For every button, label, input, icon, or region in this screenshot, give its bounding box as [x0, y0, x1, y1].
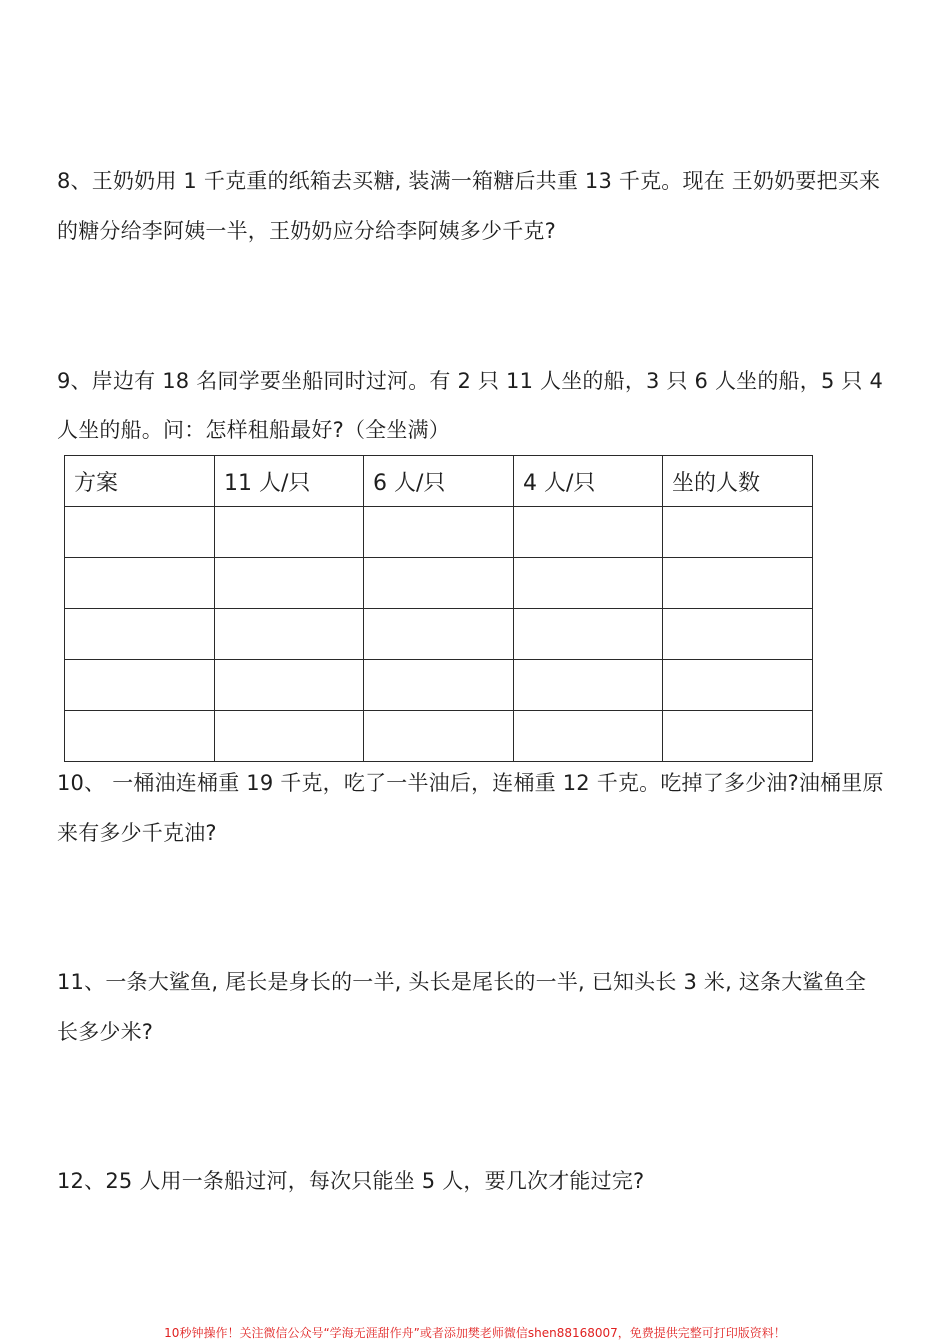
- question-10-line-2: 来有多少千克油?: [57, 821, 217, 845]
- table-header-11-per-boat: 11 人/只: [215, 456, 364, 507]
- question-11-line-2: 长多少米?: [57, 1020, 154, 1044]
- table-cell[interactable]: [364, 660, 514, 711]
- table-cell[interactable]: [663, 660, 813, 711]
- table-cell[interactable]: [663, 609, 813, 660]
- table-cell[interactable]: [514, 609, 663, 660]
- table-cell[interactable]: [65, 660, 215, 711]
- table-cell[interactable]: [514, 660, 663, 711]
- table-cell[interactable]: [663, 558, 813, 609]
- table-row: [65, 660, 813, 711]
- question-9-line-1: 9、岸边有 18 名同学要坐船同时过河。有 2 只 11 人坐的船，3 只 6 人坐的船，5 只 4: [57, 369, 884, 393]
- table-row: [65, 558, 813, 609]
- table-cell[interactable]: [663, 711, 813, 762]
- table-header-4-per-boat: 4 人/只: [514, 456, 663, 507]
- question-8-line-1: 8、王奶奶用 1 千克重的纸箱去买糖, 装满一箱糖后共重 13 千克。现在 王奶奶要把买来: [57, 169, 881, 193]
- table-cell[interactable]: [364, 507, 514, 558]
- table-header-6-per-boat: 6 人/只: [364, 456, 514, 507]
- table-header-plan: 方案: [65, 456, 215, 507]
- table-header-total-people: 坐的人数: [663, 456, 813, 507]
- table-cell[interactable]: [663, 507, 813, 558]
- table-cell[interactable]: [514, 711, 663, 762]
- table-cell[interactable]: [215, 660, 364, 711]
- table-cell[interactable]: [65, 711, 215, 762]
- table-cell[interactable]: [364, 558, 514, 609]
- table-row: [65, 507, 813, 558]
- question-8-line-2: 的糖分给李阿姨一半，王奶奶应分给李阿姨多少千克?: [57, 219, 556, 243]
- table-cell[interactable]: [65, 507, 215, 558]
- boat-plan-table: [64, 455, 813, 762]
- table-header-row: [65, 456, 813, 507]
- table-cell[interactable]: [364, 609, 514, 660]
- table-row: [65, 609, 813, 660]
- question-9-line-2: 人坐的船。问：怎样租船最好?（全坐满）: [57, 418, 450, 442]
- table-cell[interactable]: [65, 558, 215, 609]
- table-cell[interactable]: [215, 558, 364, 609]
- table-cell[interactable]: [514, 558, 663, 609]
- table-cell[interactable]: [514, 507, 663, 558]
- table-cell[interactable]: [215, 507, 364, 558]
- promo-footer: 10秒钟操作！关注微信公众号“学海无涯甜作舟”或者添加樊老师微信shen88168007，免费提供完整可打印版资料！: [164, 1326, 786, 1340]
- table-cell[interactable]: [364, 711, 514, 762]
- question-10-line-1: 10、 一桶油连桶重 19 千克，吃了一半油后，连桶重 12 千克。吃掉了多少油?油桶里原: [57, 771, 884, 795]
- table-row: [65, 711, 813, 762]
- table-cell[interactable]: [215, 711, 364, 762]
- question-12-line-1: 12、25 人用一条船过河，每次只能坐 5 人，要几次才能过完?: [57, 1169, 645, 1193]
- table-cell[interactable]: [215, 609, 364, 660]
- question-11-line-1: 11、一条大鲨鱼, 尾长是身长的一半, 头长是尾长的一半, 已知头长 3 米, 这条大鲨鱼全: [57, 970, 867, 994]
- table-cell[interactable]: [65, 609, 215, 660]
